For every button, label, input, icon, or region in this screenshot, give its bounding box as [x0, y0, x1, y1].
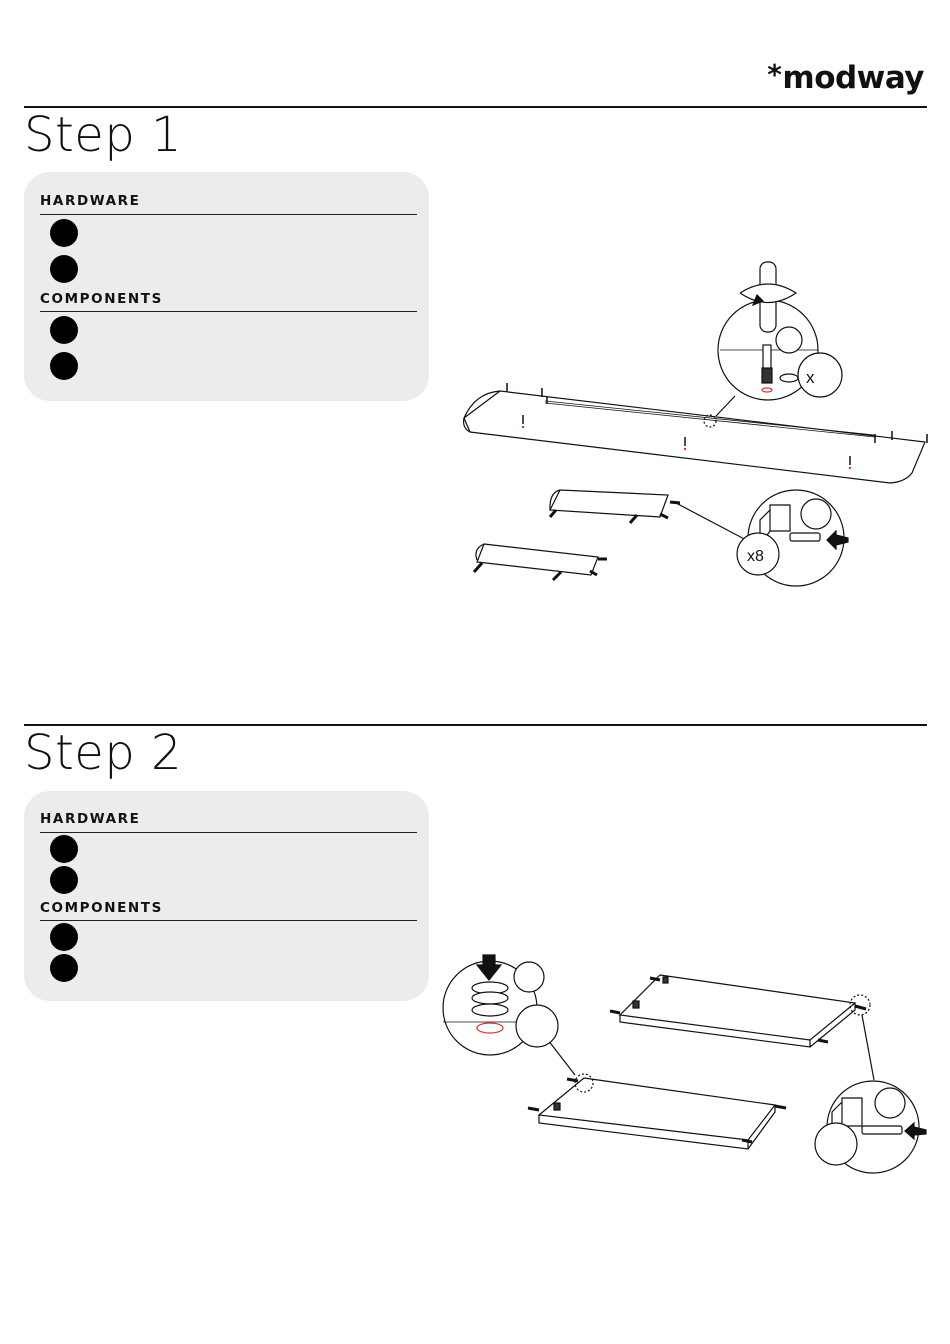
step-1-hardware-item-2	[50, 255, 78, 283]
step-1-short-panel-a	[550, 490, 680, 523]
step-1-hardware-label: HARDWARE	[40, 193, 141, 209]
step-2-callout-right	[815, 1081, 926, 1173]
step-2-title: Step 2	[24, 725, 183, 781]
step-2-assembly-diagram	[440, 945, 940, 1185]
step-1-component-item-1	[50, 316, 78, 344]
step-2-components-divider	[40, 920, 417, 921]
step-1-title: Step 1	[24, 107, 183, 163]
step-1-long-panel	[464, 391, 925, 483]
step-1-component-item-2	[50, 352, 78, 380]
step-1-callout-bottom	[737, 490, 848, 586]
step-1-short-panel-b	[474, 544, 607, 580]
logo-asterisk: *	[767, 58, 782, 91]
step-2-parts-panel	[24, 791, 429, 1001]
step-2-panel-upper	[610, 975, 870, 1047]
step-2-component-item-2	[50, 954, 78, 982]
step-1-callout-quantity-bottom: x8	[747, 548, 764, 565]
step-2-hardware-item-1	[50, 835, 78, 863]
step-1-hardware-item-1	[50, 219, 78, 247]
step-2-panel-lower	[528, 1074, 786, 1149]
step-2-component-item-1	[50, 923, 78, 951]
step-2-components-label: COMPONENTS	[40, 900, 163, 916]
step-1-assembly-diagram	[440, 250, 940, 600]
step-1-callout-top	[718, 262, 842, 400]
step-2-callout-left	[443, 955, 558, 1055]
logo-wordmark: modway	[782, 60, 924, 96]
step-2-hardware-label: HARDWARE	[40, 811, 141, 827]
step-1-components-label: COMPONENTS	[40, 291, 163, 307]
step-1-parts-panel	[24, 172, 429, 401]
step-1-callout-quantity-top: x	[806, 368, 815, 387]
step-2-hardware-divider	[40, 832, 417, 833]
step-2-hardware-item-2	[50, 866, 78, 894]
step-1-hardware-divider	[40, 214, 417, 215]
brand-logo	[767, 58, 924, 96]
step-1-components-divider	[40, 311, 417, 312]
